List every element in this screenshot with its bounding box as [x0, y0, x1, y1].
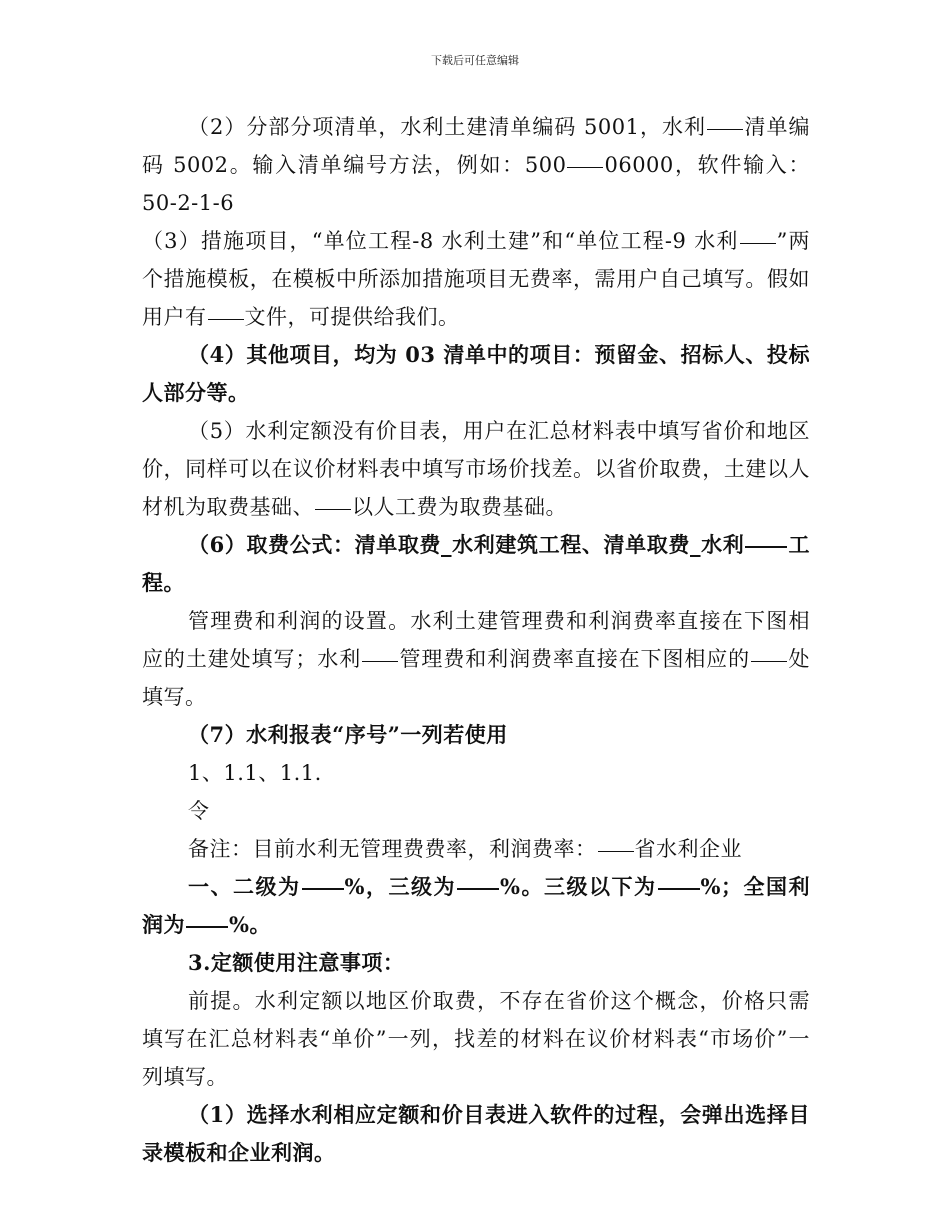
fill-in-blank — [315, 507, 351, 510]
paragraph-p2 — [142, 108, 810, 222]
fill-in-blank — [186, 924, 228, 928]
fill-in-blank — [567, 165, 603, 168]
paragraph-text: 清单编码 5002。输入清单编号方法，例如：500 — [142, 115, 811, 177]
paragraph-p3 — [142, 222, 810, 336]
fill-in-blank — [598, 849, 634, 852]
paragraph-note — [142, 830, 810, 868]
paragraph-text: 前提。水利定额以地区价取费，不存在省价这个概念，价格只需填写在汇总材料表“单价”一列，找差的材料在议价材料表“市场价”一列填写。 — [142, 989, 810, 1089]
paragraph-text: （3）措施项目，“单位工程-8 水利土建”和“单位工程-9 水利 — [142, 229, 739, 253]
paragraph-text: （2）分部分项清单，水利土建清单编码 5001，水利 — [188, 115, 706, 139]
paragraph-s3-1 — [142, 1096, 810, 1172]
page-header: 下载后可任意编辑 — [431, 54, 519, 67]
paragraph-text: （7）水利报表“序号”一列若使用 — [188, 722, 508, 747]
paragraph-s3 — [142, 944, 810, 982]
fill-in-blank — [457, 886, 499, 890]
paragraph-text: %。三级以下为 — [500, 874, 657, 899]
paragraph-p6 — [142, 526, 810, 602]
paragraph-p6b — [142, 602, 810, 716]
paragraph-text: %，三级为 — [344, 874, 457, 899]
fill-in-blank — [751, 659, 787, 662]
paragraph-text: 管理费和利润费率直接在下图相应的 — [399, 647, 751, 671]
fill-in-blank — [658, 886, 700, 890]
fill-in-blank — [740, 241, 776, 244]
fill-in-blank — [208, 317, 244, 320]
fill-in-blank — [302, 886, 344, 890]
paragraph-text: ”两个措施模板，在模板中所添加措施项目无费率，需用户自己填写。假如用户有 — [142, 229, 810, 329]
paragraph-text: 1、1.1、1.1. — [188, 761, 322, 785]
paragraph-text: （1）选择水利相应定额和价目表进入软件的过程，会弹出选择目录模板和企业利润。 — [142, 1102, 810, 1165]
paragraph-text: 处填写。 — [142, 647, 811, 709]
fill-in-blank — [707, 127, 743, 130]
paragraph-text: %。 — [229, 912, 271, 937]
paragraph-p5 — [142, 412, 810, 526]
paragraph-p7b — [142, 792, 810, 830]
paragraph-text: 3.定额使用注意事项： — [188, 950, 405, 975]
paragraph-p7a — [142, 754, 810, 792]
paragraph-text: （4）其他项目，均为 03 清单中的项目：预留金、招标人、投标人部分等。 — [142, 342, 810, 405]
paragraph-text: 省水利企业 — [634, 837, 742, 861]
paragraph-text: 文件，可提供给我们。 — [244, 305, 460, 329]
paragraph-p4 — [142, 336, 810, 412]
paragraph-text: 一、二级为 — [188, 874, 301, 899]
paragraph-text: 管理费和利润的设置。水利土建管理费和利润费率直接在下图相应的土建处填写；水利 — [142, 609, 810, 671]
paragraph-text: 工程。 — [142, 532, 810, 595]
paragraph-text: 备注：目前水利无管理费费率，利润费率： — [188, 837, 597, 861]
paragraph-text: 以人工费为取费基础。 — [352, 495, 567, 519]
paragraph-text: %；全国利润为 — [142, 874, 810, 937]
fill-in-blank — [362, 659, 398, 662]
paragraph-note2 — [142, 868, 810, 944]
paragraph-text: （6）取费公式：清单取费_水利建筑工程、清单取费_水利 — [188, 532, 745, 557]
document-body — [142, 108, 810, 1172]
fill-in-blank — [745, 544, 787, 548]
paragraph-text: （5）水利定额没有价目表，用户在汇总材料表中填写省价和地区价，同样可以在议价材料表中填写市场价找差。以省价取费，土建以人材机为取费基础、 — [142, 419, 810, 519]
paragraph-text: 令 — [188, 799, 210, 823]
paragraph-text: 06000，软件输入：50-2-1-6 — [142, 153, 810, 215]
paragraph-p7 — [142, 716, 810, 754]
paragraph-s3p — [142, 982, 810, 1096]
